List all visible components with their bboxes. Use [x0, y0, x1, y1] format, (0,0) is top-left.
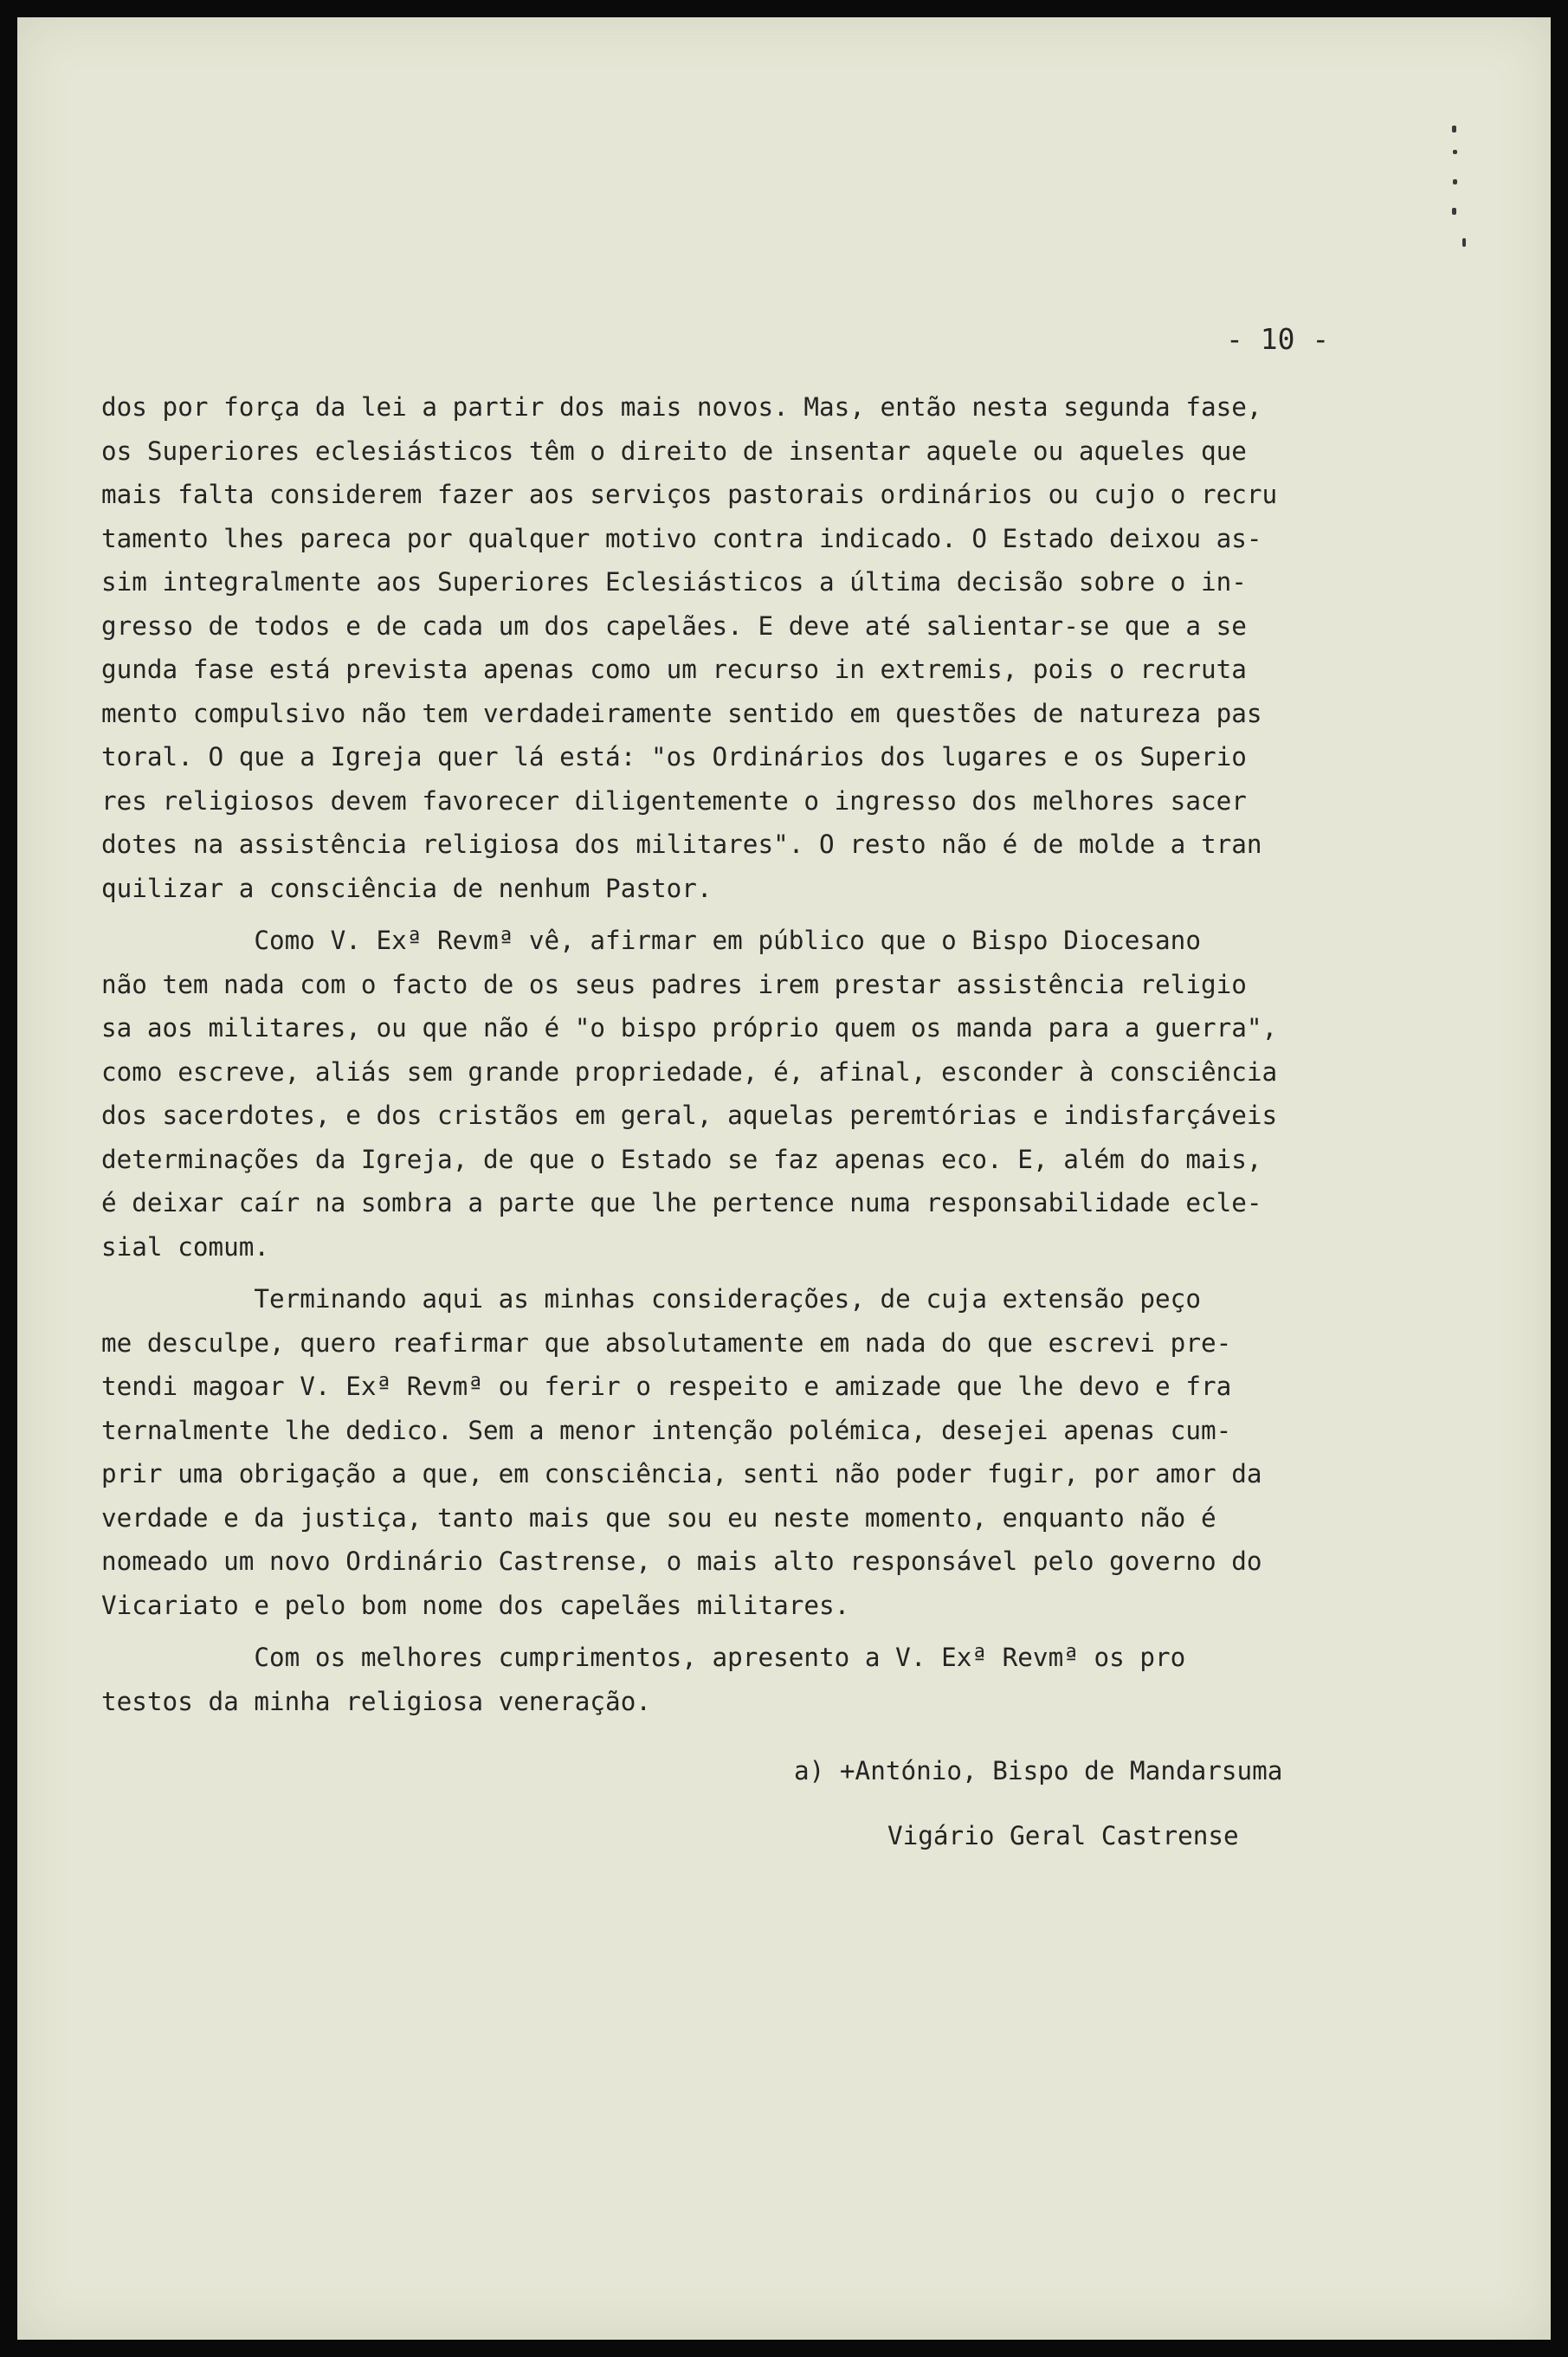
text-line: Como V. Exª Revmª vê, afirmar em público que o Bispo Diocesano	[101, 926, 1201, 955]
paragraph-3	[101, 1277, 1339, 1627]
text-line: dos sacerdotes, e dos cristãos em geral, aquelas peremtórias e indisfarçáveis	[101, 1101, 1278, 1130]
text-line: dotes na assistência religiosa dos militares". O resto não é de molde a tran	[101, 830, 1262, 859]
signature-name: a) +António, Bispo de Mandarsuma	[794, 1756, 1283, 1786]
page-number: - 10 -	[1226, 322, 1330, 356]
text-line: testos da minha religiosa veneração.	[101, 1686, 651, 1716]
paragraph-1	[101, 385, 1339, 910]
text-line: determinações da Igreja, de que o Estado se faz apenas eco. E, além do mais,	[101, 1144, 1262, 1174]
text-line: tendi magoar V. Exª Revmª ou ferir o respeito e amizade que lhe devo e fra	[101, 1372, 1232, 1401]
signature-title: Vigário Geral Castrense	[887, 1821, 1239, 1850]
text-line: Terminando aqui as minhas considerações, de cuja extensão peço	[101, 1284, 1201, 1314]
text-line: mais falta considerem fazer aos serviços pastorais ordinários ou cujo o recru	[101, 480, 1278, 509]
text-line: prir uma obrigação a que, em consciência, senti não poder fugir, por amor da	[101, 1459, 1262, 1488]
paragraph-4	[101, 1636, 1339, 1723]
text-line: sial comum.	[101, 1231, 270, 1262]
text-line: Vicariato e pelo bom nome dos capelães militares.	[101, 1590, 850, 1620]
text-line: res religiosos devem favorecer diligentemente o ingresso dos melhores sacer	[101, 785, 1247, 816]
text-line: sim integralmente aos Superiores Eclesiásticos a última decisão sobre o in-	[101, 567, 1247, 597]
paragraph-2	[101, 919, 1339, 1269]
document-page	[17, 17, 1551, 2340]
text-line: sa aos militares, ou que não é "o bispo próprio quem os manda para a guerra",	[101, 1013, 1278, 1043]
text-line: me desculpe, quero reafirmar que absolutamente em nada do que escrevi pre-	[101, 1327, 1232, 1358]
text-line: gunda fase está prevista apenas como um recurso in extremis, pois o recruta	[101, 655, 1247, 684]
text-line: nomeado um novo Ordinário Castrense, o mais alto responsável pelo governo do	[101, 1547, 1262, 1576]
signature-block	[794, 1749, 1282, 1879]
text-line: é deixar caír na sombra a parte que lhe pertence numa responsabilidade ecle-	[101, 1188, 1262, 1217]
text-line: verdade e da justiça, tanto mais que sou eu neste momento, enquanto não é	[101, 1502, 1216, 1533]
text-line: como escreve, aliás sem grande propriedade, é, afinal, esconder à consciência	[101, 1056, 1278, 1087]
text-line: não tem nada com o facto de os seus padres irem prestar assistência religio	[101, 969, 1247, 999]
text-line: quilizar a consciência de nenhum Pastor.	[101, 873, 713, 903]
margin-marks	[1450, 126, 1476, 255]
text-line: os Superiores eclesiásticos têm o direito de insentar aquele ou aqueles que	[101, 436, 1247, 466]
letter-body	[101, 385, 1339, 1723]
text-line: dos por força da lei a partir dos mais novos. Mas, então nesta segunda fase,	[101, 392, 1262, 422]
text-line: ternalmente lhe dedico. Sem a menor intenção polémica, desejei apenas cum-	[101, 1415, 1232, 1445]
text-line: gresso de todos e de cada um dos capelães. E deve até salientar-se que a se	[101, 610, 1247, 641]
text-line: toral. O que a Igreja quer lá está: "os Ordinários dos lugares e os Superio	[101, 742, 1247, 772]
text-line: tamento lhes pareca por qualquer motivo contra indicado. O Estado deixou as-	[101, 523, 1262, 553]
text-line: mento compulsivo não tem verdadeiramente sentido em questões de natureza pas	[101, 698, 1262, 728]
text-line: Com os melhores cumprimentos, apresento a V. Exª Revmª os pro	[101, 1643, 1186, 1672]
